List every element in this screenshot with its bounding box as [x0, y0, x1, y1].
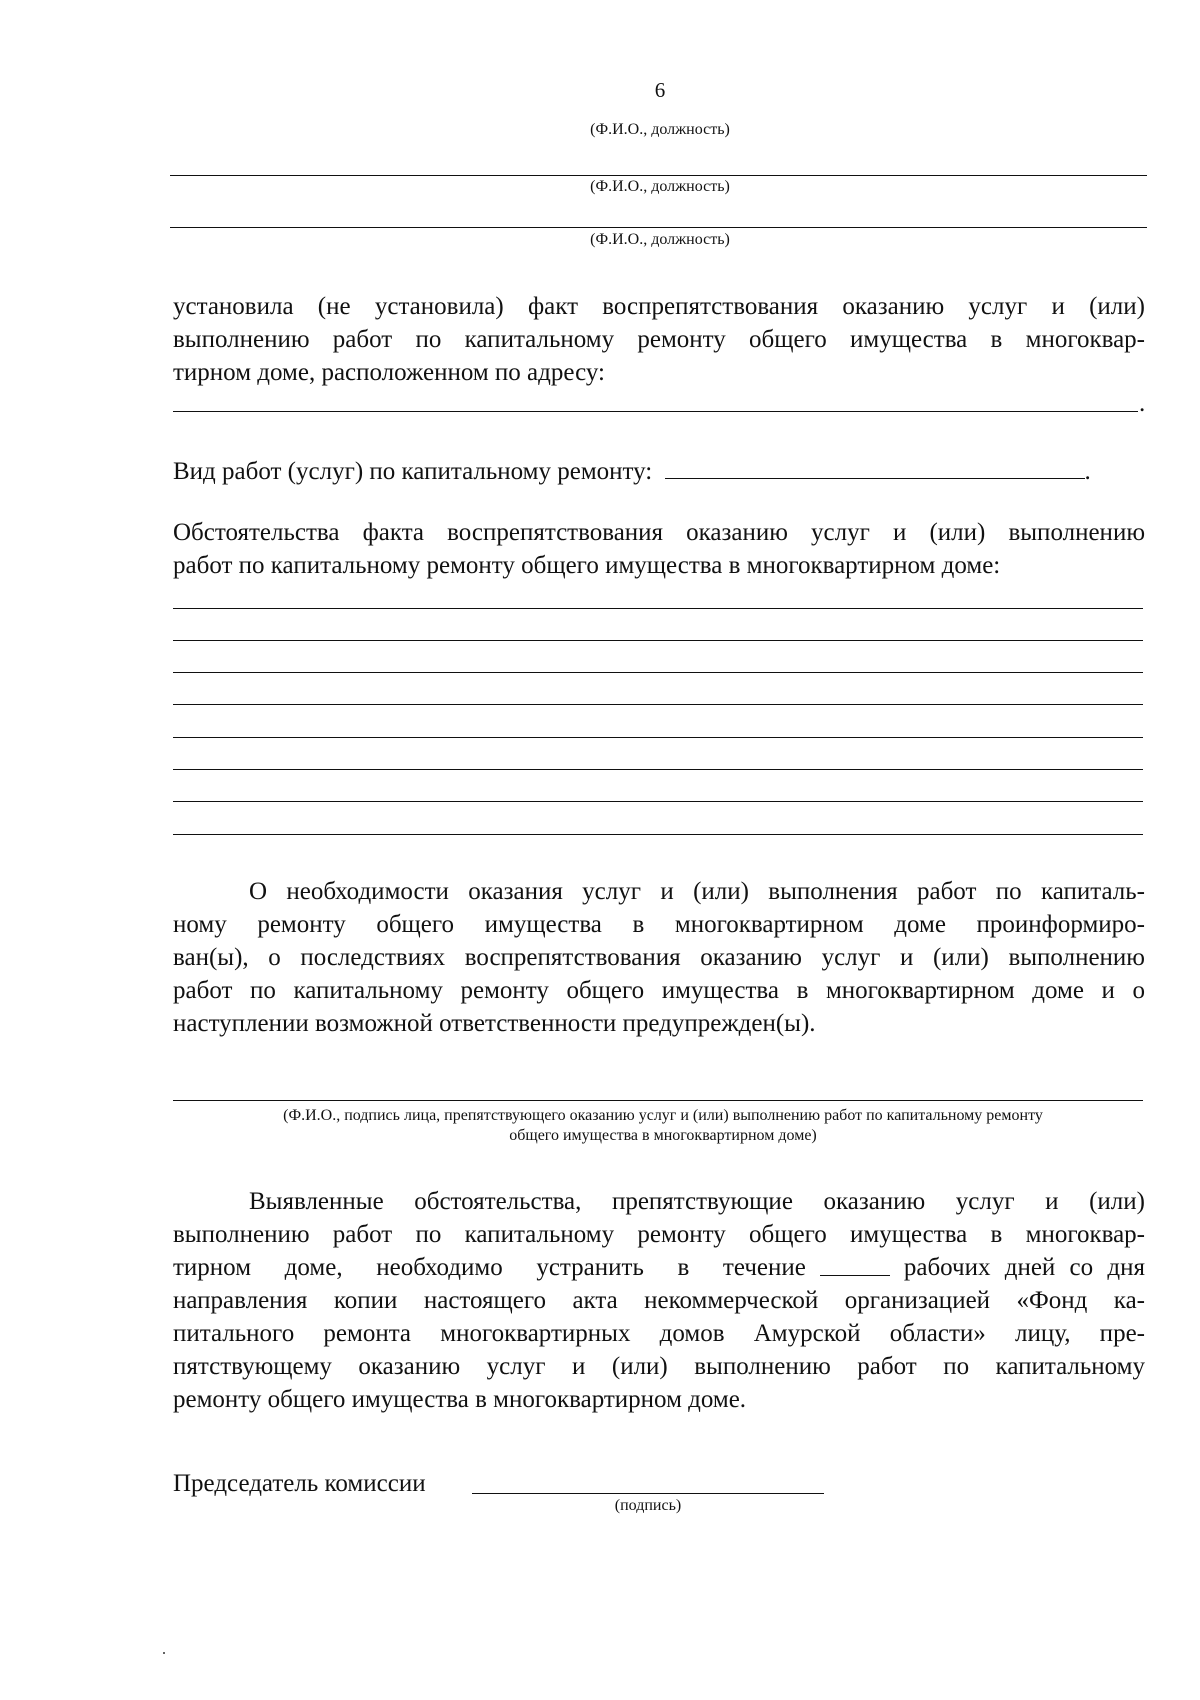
circumstances-field-line-1[interactable] [173, 608, 1143, 609]
circumstances-field-line-6[interactable] [173, 769, 1143, 770]
circumstances-field-line-5[interactable] [173, 737, 1143, 738]
eliminate-paragraph [173, 1185, 1145, 1416]
circumstances-field-line-8[interactable] [173, 834, 1143, 835]
position-caption-2: (Ф.И.О., должность) [590, 178, 730, 195]
established-line-1: установила (не установила) факт воспрепятствования оказанию услуг и (или) [173, 293, 1145, 320]
informed-line-1: О необходимости оказания услуг и (или) выполнения работ по капиталь- [249, 878, 1145, 905]
circumstances-field-line-4[interactable] [173, 704, 1143, 705]
circumstances-paragraph [173, 516, 1145, 582]
eliminate-line-2: выполнению работ по капитальному ремонту общего имущества в многоквар- [173, 1221, 1145, 1248]
informed-line-4: работ по капитальному ремонту общего имущества в многоквартирном доме и о [173, 977, 1145, 1004]
days-count-field[interactable] [820, 1251, 890, 1276]
work-type-trailing-period: . [1084, 458, 1091, 485]
eliminate-line-3-suffix: рабочих дней со дня [903, 1254, 1145, 1281]
established-line-3: тирном доме, расположенном по адресу: [173, 359, 605, 386]
eliminate-line-3 [173, 1251, 1145, 1284]
obstructing-person-caption [173, 1106, 1153, 1146]
scan-speck [163, 1652, 165, 1654]
eliminate-line-6: пятствующему оказанию услуг и (или) выполнению работ по капитальному [173, 1353, 1145, 1380]
chairman-signature-line[interactable] [472, 1493, 824, 1494]
informed-line-2: ному ремонту общего имущества в многоквартирном доме проинформиро- [173, 911, 1145, 938]
name-position-line-3[interactable] [170, 227, 1147, 228]
established-line-2: выполнению работ по капитальному ремонту общего имущества в многоквар- [173, 326, 1145, 353]
eliminate-line-4: направления копии настоящего акта некоммерческой организацией «Фонд ка- [173, 1287, 1145, 1314]
work-type-field[interactable] [665, 456, 1085, 479]
obstructing-person-caption-line-1: (Ф.И.О., подпись лица, препятствующего оказанию услуг и (или) выполнению работ по капитальному ремонту [283, 1107, 1043, 1124]
obstructing-person-caption-line-2: общего имущества в многоквартирном доме) [509, 1127, 817, 1144]
signature-caption: (подпись) [614, 1497, 682, 1514]
eliminate-line-3-text: тирном доме, необходимо устранить в течение [173, 1254, 806, 1281]
eliminate-line-1: Выявленные обстоятельства, препятствующие оказанию услуг и (или) [249, 1188, 1145, 1215]
work-type-row [173, 455, 1091, 488]
position-caption-1: (Ф.И.О., должность) [590, 121, 730, 138]
circumstances-line-2: работ по капитальному ремонту общего имущества в многоквартирном доме: [173, 552, 1001, 579]
chairman-label: Председатель комиссии [173, 1470, 426, 1497]
work-type-label: Вид работ (услуг) по капитальному ремонту: [173, 458, 653, 485]
chairman-signature-row [173, 1467, 426, 1500]
informed-paragraph [173, 875, 1145, 1040]
obstructing-person-signature-line[interactable] [173, 1100, 1143, 1101]
circumstances-field-line-3[interactable] [173, 672, 1143, 673]
informed-line-5: наступлении возможной ответственности предупрежден(ы). [173, 1010, 816, 1037]
address-trailing-period: . [1139, 390, 1146, 417]
eliminate-line-7: ремонту общего имущества в многоквартирном доме. [173, 1386, 747, 1413]
page-number: 6 [654, 78, 666, 102]
established-paragraph [173, 290, 1145, 389]
address-field-line[interactable] [173, 411, 1138, 412]
name-position-line-2[interactable] [170, 175, 1147, 176]
circumstances-line-1: Обстоятельства факта воспрепятствования оказанию услуг и (или) выполнению [173, 519, 1145, 546]
eliminate-line-5: питального ремонта многоквартирных домов Амурской области» лицу, пре- [173, 1320, 1145, 1347]
circumstances-field-line-2[interactable] [173, 640, 1143, 641]
circumstances-field-line-7[interactable] [173, 801, 1143, 802]
position-caption-3: (Ф.И.О., должность) [590, 231, 730, 248]
informed-line-3: ван(ы), о последствиях воспрепятствования оказанию услуг и (или) выполнению [173, 944, 1145, 971]
